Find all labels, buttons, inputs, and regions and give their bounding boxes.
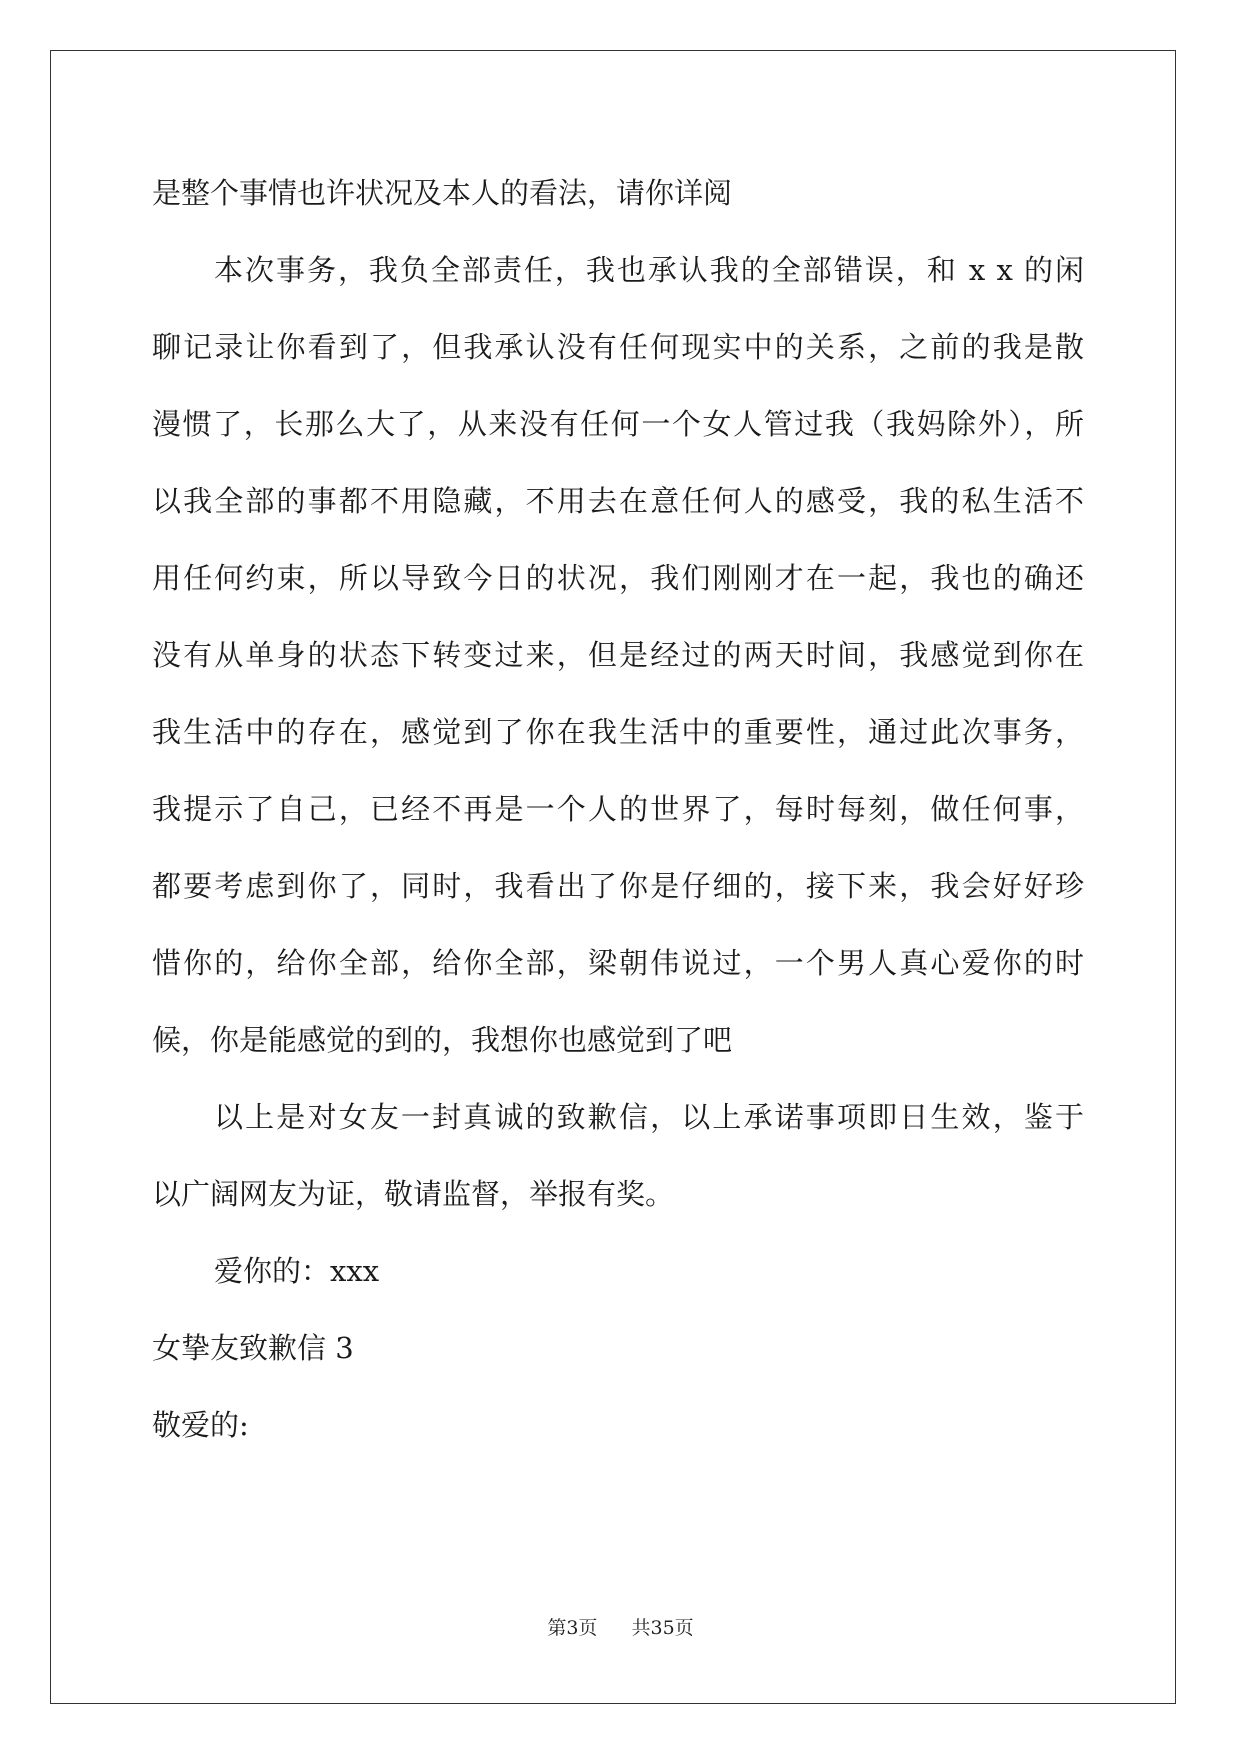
text-line: 以广阔网友为证，敬请监督，举报有奖。 (152, 1177, 675, 1211)
page-total: 共35页 (631, 1617, 694, 1639)
text-line: 用任何约束，所以导致今日的状况，我们刚刚才在一起，我也的确还 (152, 561, 1084, 595)
page-footer (0, 1613, 1241, 1640)
document-body (152, 155, 1084, 1464)
text-line: 敬爱的: (152, 1408, 249, 1442)
text-line: 聊记录让你看到了，但我承认没有任何现实中的关系，之前的我是散 (152, 330, 1084, 364)
text-line: 女挚友致歉信 3 (152, 1331, 354, 1365)
text-line: 惜你的，给你全部，给你全部，梁朝伟说过，一个男人真心爱你的时 (152, 946, 1084, 980)
text-line: 爱你的：xxx (214, 1254, 380, 1288)
text-line: 以我全部的事都不用隐藏，不用去在意任何人的感受，我的私生活不 (152, 484, 1084, 518)
text-line: 我生活中的存在，感觉到了你在我生活中的重要性，通过此次事务， (152, 715, 1084, 749)
text-line: 是整个事情也许状况及本人的看法，请你详阅 (152, 176, 733, 210)
text-line: 我提示了自己，已经不再是一个人的世界了，每时每刻，做任何事， (152, 792, 1084, 826)
text-line: 候，你是能感觉的到的，我想你也感觉到了吧 (152, 1023, 733, 1057)
text-line: 本次事务，我负全部责任，我也承认我的全部错误，和 x x 的闲 (214, 253, 1084, 287)
text-line: 以上是对女友一封真诚的致歉信，以上承诺事项即日生效，鉴于 (214, 1100, 1084, 1134)
page-number: 第3页 (547, 1617, 598, 1639)
text-line: 没有从单身的状态下转变过来，但是经过的两天时间，我感觉到你在 (152, 638, 1084, 672)
text-line: 漫惯了，长那么大了，从来没有任何一个女人管过我（我妈除外），所 (152, 407, 1084, 441)
text-line: 都要考虑到你了，同时，我看出了你是仔细的，接下来，我会好好珍 (152, 869, 1084, 903)
